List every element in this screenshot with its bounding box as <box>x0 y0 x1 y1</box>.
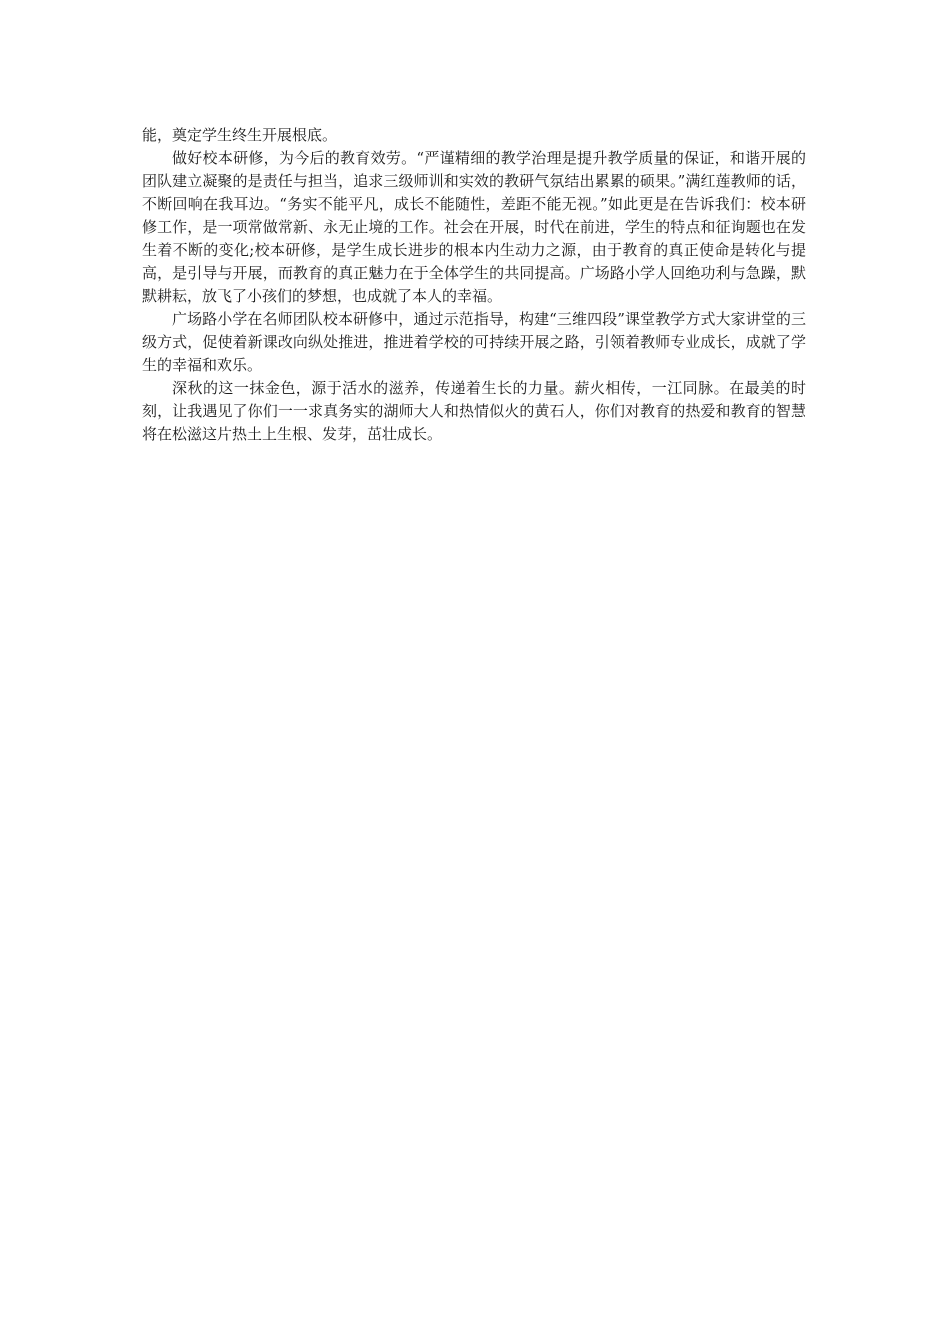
paragraph-continuation: 能，奠定学生终生开展根底。 <box>142 126 338 144</box>
document-body <box>142 124 806 446</box>
paragraph-guangchang-school: 广场路小学在名师团队校本研修中，通过示范指导，构建“三维四段”课堂教学方式大家讲堂的三级方式，促使着新课改向纵处推进，推进着学校的可持续开展之路，引领着教师专业成长，成就了学生的幸福和欢乐。 <box>142 310 806 374</box>
paragraph-autumn-closing: 深秋的这一抹金色，源于活水的滋养，传递着生长的力量。薪火相传，一江同脉。在最美的时刻，让我遇见了你们一一求真务实的湖师大人和热情似火的黄石人，你们对教育的热爱和教育的智慧将在松滋这片热土上生根、发芽，茁壮成长。 <box>142 379 806 443</box>
paragraph-school-research: 做好校本研修，为今后的教育效劳。“严谨精细的教学治理是提升教学质量的保证，和谐开展的团队建立凝聚的是责任与担当，追求三级师训和实效的教研气氛结出累累的硕果。”满红莲教师的话，不断回响在我耳边。“务实不能平凡，成长不能随性，差距不能无视。”如此更是在告诉我们：校本研修工作，是一项常做常新、永无止境的工作。社会在开展，时代在前进，学生的特点和征询题也在发生着不断的变化;校本研修，是学生成长进步的根本内生动力之源，由于教育的真正使命是转化与提高，是引导与开展，而教育的真正魅力在于全体学生的共同提高。广场路小学人回绝功利与急躁，默默耕耘，放飞了小孩们的梦想，也成就了本人的幸福。 <box>142 149 806 305</box>
